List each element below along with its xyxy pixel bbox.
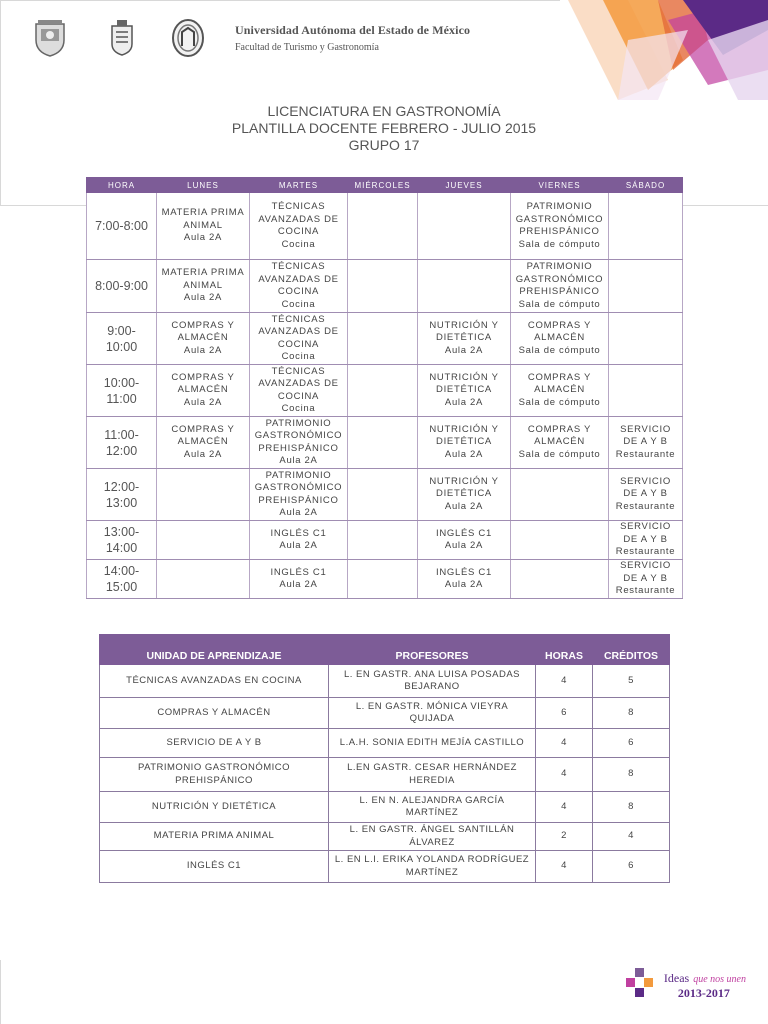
class-cell-sabado xyxy=(609,313,683,365)
class-cell-line: SERVICIO xyxy=(620,560,671,572)
teacher-cell: L. EN N. ALEJANDRA GARCÍA MARTÍNEZ xyxy=(329,792,536,823)
class-cell-line: Aula 2A xyxy=(279,455,318,466)
units-row xyxy=(100,665,670,698)
class-cell-line: Restaurante xyxy=(615,448,676,460)
class-cell-line: NUTRICIÓN Y xyxy=(429,319,499,331)
unit-cell: INGLÉS C1 xyxy=(100,851,329,883)
credits-cell: 6 xyxy=(593,729,670,758)
slogan-ideas: Ideas xyxy=(663,970,690,985)
slogan-rest: que nos unen xyxy=(693,973,746,985)
class-cell-line: GASTRONÓMICO xyxy=(254,430,343,441)
schedule-row xyxy=(87,260,683,313)
class-cell-viernes xyxy=(511,365,609,417)
credits-cell: 5 xyxy=(593,665,670,698)
col-header-hours: HORAS xyxy=(536,635,593,665)
class-cell-line: Sala de cómputo xyxy=(518,298,601,310)
class-cell-line: Aula 2A xyxy=(444,540,484,551)
class-cell-line: INGLÉS C1 xyxy=(436,527,492,539)
class-cell-martes xyxy=(250,469,348,521)
class-cell-line: Cocina xyxy=(281,351,316,362)
class-cell-lunes xyxy=(157,560,250,599)
program-title: LICENCIATURA EN GASTRONOMÍA xyxy=(267,103,501,119)
unit-cell: PATRIMONIO GASTRONÓMICO PREHISPÁNICO xyxy=(100,758,329,792)
class-cell-jueves xyxy=(418,313,511,365)
class-cell-line: DE A Y B xyxy=(623,572,668,584)
class-cell-sabado xyxy=(609,521,683,560)
hours-cell: 4 xyxy=(536,758,593,792)
unit-cell: COMPRAS Y ALMACÉN xyxy=(100,698,329,729)
class-cell-sabado xyxy=(609,193,683,260)
class-cell-martes xyxy=(250,313,348,365)
class-cell-lunes xyxy=(157,365,250,417)
class-cell-line: ALMACÉN xyxy=(177,436,229,448)
uaem-seal-icon xyxy=(32,18,68,58)
class-cell-sabado xyxy=(609,469,683,521)
class-cell-line: Aula 2A xyxy=(279,579,318,590)
class-cell-line: ANIMAL xyxy=(183,279,223,291)
credits-cell: 4 xyxy=(593,823,670,851)
col-header-hora: HORA xyxy=(87,178,157,193)
hours-cell: 4 xyxy=(536,851,593,883)
period-title: PLANTILLA DOCENTE FEBRERO - JULIO 2015 xyxy=(231,120,537,136)
hour-cell: 7:00-8:00 xyxy=(87,193,157,260)
class-cell-miercoles xyxy=(348,365,418,417)
class-cell-line: DIETÉTICA xyxy=(436,488,492,500)
teacher-cell: L.A.H. SONIA EDITH MEJÍA CASTILLO xyxy=(329,729,536,758)
class-cell-line: ALMACÉN xyxy=(177,332,229,344)
class-cell-line: Sala de cómputo xyxy=(518,448,601,460)
unit-cell: MATERIA PRIMA ANIMAL xyxy=(100,823,329,851)
class-cell-line: DIETÉTICA xyxy=(436,332,492,344)
class-cell-line: SERVICIO xyxy=(620,475,671,487)
class-cell-line: COMPRAS Y xyxy=(527,371,592,383)
unit-cell: TÉCNICAS AVANZADAS EN COCINA xyxy=(100,665,329,698)
corner-decoration xyxy=(508,0,768,100)
class-cell-line: Cocina xyxy=(281,403,316,414)
class-cell-martes xyxy=(250,193,348,260)
hour-cell: 8:00-9:00 xyxy=(87,260,157,313)
class-cell-line: SERVICIO xyxy=(620,521,671,533)
teacher-cell: L. EN GASTR. ÁNGEL SANTILLÁN ÁLVAREZ xyxy=(329,823,536,851)
class-cell-line: COMPRAS Y xyxy=(527,319,592,331)
class-cell-line: INGLÉS C1 xyxy=(270,527,327,539)
class-cell-line: Aula 2A xyxy=(279,507,318,518)
class-cell-miercoles xyxy=(348,193,418,260)
units-header-row xyxy=(100,635,670,665)
class-cell-martes xyxy=(250,560,348,599)
slogan-years: 2013-2017 xyxy=(677,985,730,1000)
hours-cell: 4 xyxy=(536,729,593,758)
hour-cell: 11:00- 12:00 xyxy=(87,417,157,469)
class-cell-lunes xyxy=(157,193,250,260)
frame-mid-line-right xyxy=(682,205,768,206)
class-cell-line: ANIMAL xyxy=(183,219,223,231)
schedule-table xyxy=(86,177,683,599)
col-header-credits: CRÉDITOS xyxy=(593,635,670,665)
class-cell-line: Aula 2A xyxy=(444,500,484,512)
class-cell-line: PATRIMONIO xyxy=(265,469,332,481)
units-body xyxy=(100,665,670,883)
faculty-seal-icon xyxy=(170,18,206,58)
class-cell-line: Aula 2A xyxy=(183,344,223,356)
class-cell-line: DIETÉTICA xyxy=(436,436,492,448)
class-cell-lunes xyxy=(157,313,250,365)
class-cell-line: PATRIMONIO xyxy=(526,201,593,212)
class-cell-jueves xyxy=(418,417,511,469)
class-cell-sabado xyxy=(609,417,683,469)
units-row xyxy=(100,698,670,729)
group-title: GRUPO 17 xyxy=(348,137,420,153)
class-cell-line: Cocina xyxy=(281,238,316,250)
class-cell-martes xyxy=(250,365,348,417)
institution-header xyxy=(235,23,470,53)
class-cell-line: Sala de cómputo xyxy=(518,344,601,356)
units-row xyxy=(100,823,670,851)
class-cell-viernes xyxy=(511,193,609,260)
class-cell-line: PREHISPÁNICO xyxy=(258,442,339,454)
class-cell-jueves xyxy=(418,365,511,417)
class-cell-line: GASTRONÓMICO xyxy=(254,482,343,493)
class-cell-jueves xyxy=(418,469,511,521)
class-cell-line: GASTRONÓMICO xyxy=(515,213,604,225)
hour-cell: 12:00- 13:00 xyxy=(87,469,157,521)
class-cell-line: COCINA xyxy=(277,390,320,402)
schedule-header-row xyxy=(87,178,683,193)
class-cell-line: DIETÉTICA xyxy=(436,384,492,396)
credits-cell: 8 xyxy=(593,698,670,729)
class-cell-line: NUTRICIÓN Y xyxy=(429,475,499,487)
institution-name: Universidad Autónoma del Estado de México xyxy=(235,23,471,37)
frame-top-line xyxy=(0,0,560,1)
class-cell-viernes xyxy=(511,417,609,469)
class-cell-jueves xyxy=(418,260,511,313)
units-table xyxy=(99,634,670,883)
class-cell-line: PREHISPÁNICO xyxy=(519,286,600,297)
class-cell-miercoles xyxy=(348,560,418,599)
class-cell-martes xyxy=(250,521,348,560)
teacher-cell: L.EN GASTR. CESAR HERNÁNDEZ HEREDIA xyxy=(329,758,536,792)
class-cell-line: TÉCNICAS xyxy=(271,201,326,212)
class-cell-line: COCINA xyxy=(277,338,320,350)
hours-cell: 4 xyxy=(536,792,593,823)
units-row xyxy=(100,729,670,758)
class-cell-line: Aula 2A xyxy=(444,396,484,408)
col-header-jueves: JUEVES xyxy=(418,178,511,193)
hour-cell: 10:00- 11:00 xyxy=(87,365,157,417)
unit-cell: SERVICIO DE A Y B xyxy=(100,729,329,758)
class-cell-line: PATRIMONIO xyxy=(265,417,332,429)
class-cell-line: MATERIA PRIMA xyxy=(161,267,245,279)
class-cell-viernes xyxy=(511,560,609,599)
credits-cell: 8 xyxy=(593,792,670,823)
class-cell-line: COCINA xyxy=(277,286,320,297)
class-cell-sabado xyxy=(609,260,683,313)
class-cell-miercoles xyxy=(348,521,418,560)
class-cell-viernes xyxy=(511,260,609,313)
credits-cell: 8 xyxy=(593,758,670,792)
col-header-unit: UNIDAD DE APRENDIZAJE xyxy=(100,635,329,665)
class-cell-line: SERVICIO xyxy=(620,423,671,435)
class-cell-line: ALMACÉN xyxy=(534,332,585,344)
class-cell-jueves xyxy=(418,193,511,260)
class-cell-line: NUTRICIÓN Y xyxy=(429,371,499,383)
class-cell-line: DE A Y B xyxy=(623,533,668,545)
col-header-martes: MARTES xyxy=(250,178,348,193)
document-titles xyxy=(0,103,768,154)
frame-bottom-left-line xyxy=(0,960,1,1024)
hours-cell: 6 xyxy=(536,698,593,729)
hours-cell: 4 xyxy=(536,665,593,698)
class-cell-line: COMPRAS Y xyxy=(171,371,235,383)
class-cell-line: Aula 2A xyxy=(279,540,318,551)
frame-mid-line xyxy=(0,205,86,206)
class-cell-line: INGLÉS C1 xyxy=(270,566,327,578)
class-cell-lunes xyxy=(157,469,250,521)
units-row xyxy=(100,758,670,792)
col-header-sabado: SÁBADO xyxy=(609,178,683,193)
class-cell-martes xyxy=(250,260,348,313)
class-cell-line: AVANZADAS DE xyxy=(258,273,339,285)
class-cell-line: Aula 2A xyxy=(444,579,484,590)
class-cell-line: INGLÉS C1 xyxy=(436,566,492,578)
col-header-teachers: PROFESORES xyxy=(329,635,536,665)
schedule-row xyxy=(87,521,683,560)
class-cell-line: Restaurante xyxy=(615,546,676,558)
class-cell-line: Aula 2A xyxy=(444,448,484,460)
col-header-miercoles: MIÉRCOLES xyxy=(348,178,418,193)
schedule-body xyxy=(87,193,683,599)
class-cell-line: COCINA xyxy=(277,226,320,237)
schedule-row xyxy=(87,365,683,417)
class-cell-jueves xyxy=(418,560,511,599)
crest-icon xyxy=(104,18,140,58)
class-cell-line: Aula 2A xyxy=(183,232,223,244)
teacher-cell: L. EN GASTR. MÓNICA VIEYRA QUIJADA xyxy=(329,698,536,729)
class-cell-sabado xyxy=(609,365,683,417)
class-cell-line: ALMACÉN xyxy=(534,436,585,448)
class-cell-miercoles xyxy=(348,469,418,521)
units-row xyxy=(100,792,670,823)
class-cell-line: AVANZADAS DE xyxy=(258,378,339,389)
schedule-row xyxy=(87,469,683,521)
class-cell-line: Aula 2A xyxy=(183,448,223,460)
class-cell-line: AVANZADAS DE xyxy=(258,213,339,225)
class-cell-line: COMPRAS Y xyxy=(527,423,592,435)
class-cell-lunes xyxy=(157,417,250,469)
hour-cell: 9:00- 10:00 xyxy=(87,313,157,365)
class-cell-line: TÉCNICAS xyxy=(271,365,326,377)
class-cell-lunes xyxy=(157,260,250,313)
class-cell-line: ALMACÉN xyxy=(534,384,585,396)
class-cell-miercoles xyxy=(348,313,418,365)
schedule-row xyxy=(87,313,683,365)
credits-cell: 6 xyxy=(593,851,670,883)
class-cell-viernes xyxy=(511,469,609,521)
class-cell-line: DE A Y B xyxy=(623,488,668,500)
hours-cell: 2 xyxy=(536,823,593,851)
class-cell-line: GASTRONÓMICO xyxy=(515,273,604,285)
class-cell-line: NUTRICIÓN Y xyxy=(429,423,499,435)
class-cell-line: Aula 2A xyxy=(183,292,223,304)
hour-cell: 13:00- 14:00 xyxy=(87,521,157,560)
hour-cell: 14:00- 15:00 xyxy=(87,560,157,599)
class-cell-line: PREHISPÁNICO xyxy=(519,226,600,237)
teacher-cell: L. EN L.I. ERIKA YOLANDA RODRÍGUEZ MARTÍNEZ xyxy=(329,851,536,883)
class-cell-line: COMPRAS Y xyxy=(171,319,235,331)
class-cell-line: MATERIA PRIMA xyxy=(161,207,245,219)
class-cell-viernes xyxy=(511,313,609,365)
class-cell-jueves xyxy=(418,521,511,560)
col-header-viernes: VIERNES xyxy=(511,178,609,193)
units-row xyxy=(100,851,670,883)
class-cell-line: PREHISPÁNICO xyxy=(258,494,339,506)
class-cell-line: Restaurante xyxy=(615,585,676,597)
class-cell-line: Sala de cómputo xyxy=(518,396,601,408)
class-cell-line: ALMACÉN xyxy=(177,384,229,396)
class-cell-lunes xyxy=(157,521,250,560)
class-cell-line: Sala de cómputo xyxy=(518,238,601,250)
class-cell-line: AVANZADAS DE xyxy=(258,326,339,337)
faculty-name: Facultad de Turismo y Gastronomía xyxy=(235,42,379,53)
class-cell-line: Aula 2A xyxy=(183,396,223,408)
class-cell-viernes xyxy=(511,521,609,560)
class-cell-line: PATRIMONIO xyxy=(526,261,593,272)
class-cell-line: DE A Y B xyxy=(623,436,668,448)
footer-logo xyxy=(623,968,746,1002)
class-cell-line: TÉCNICAS xyxy=(271,313,326,325)
teacher-cell: L. EN GASTR. ANA LUISA POSADAS BEJARANO xyxy=(329,665,536,698)
class-cell-line: Restaurante xyxy=(615,500,676,512)
class-cell-martes xyxy=(250,417,348,469)
col-header-lunes: LUNES xyxy=(157,178,250,193)
class-cell-line: TÉCNICAS xyxy=(271,261,326,272)
unit-cell: NUTRICIÓN Y DIETÉTICA xyxy=(100,792,329,823)
schedule-row xyxy=(87,193,683,260)
class-cell-line: Cocina xyxy=(281,298,316,310)
schedule-row xyxy=(87,417,683,469)
class-cell-sabado xyxy=(609,560,683,599)
class-cell-line: COMPRAS Y xyxy=(171,423,235,435)
class-cell-miercoles xyxy=(348,417,418,469)
slogan-mark-icon xyxy=(623,968,659,1002)
class-cell-miercoles xyxy=(348,260,418,313)
schedule-row xyxy=(87,560,683,599)
class-cell-line: Aula 2A xyxy=(444,344,484,356)
